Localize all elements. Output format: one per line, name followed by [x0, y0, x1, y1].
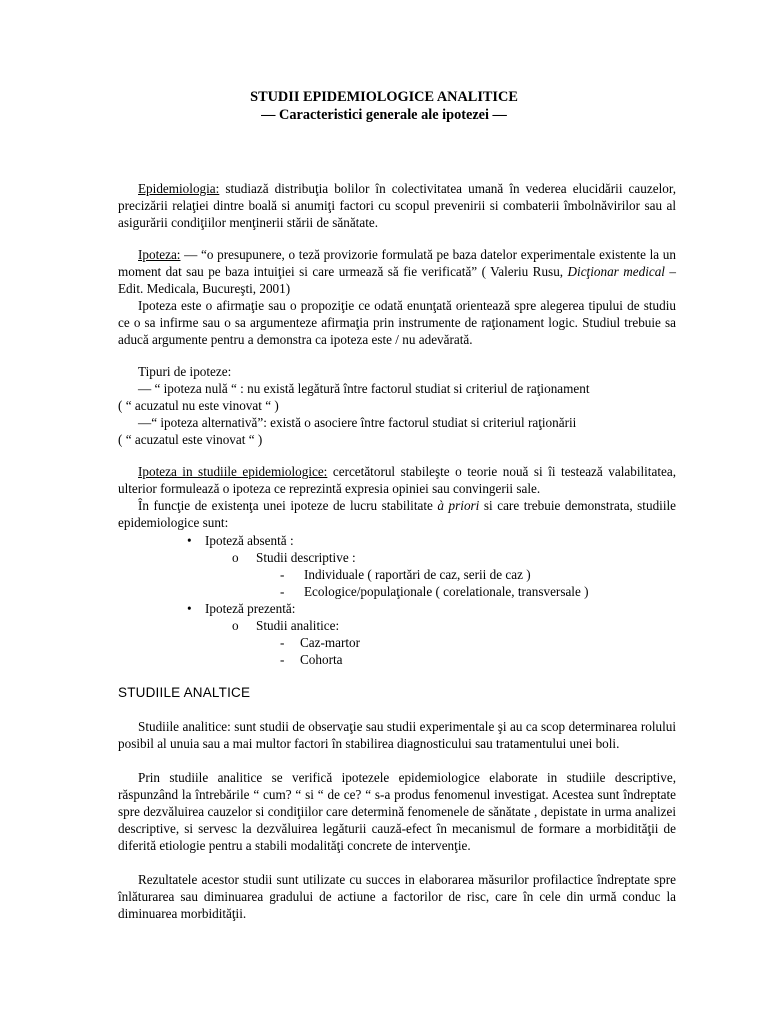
- citation-tail: – Edit. Medicala, Bucureşti, 2001): [118, 264, 677, 296]
- paragraph-afirmatie: [118, 297, 676, 348]
- epidemiologia-definition: studiază distribuţia bolilor în colectivitatea umană în vederea elucidării cauzelor, precizării relaţiei dintre boală si anumiţi factori cu scopul prevenirii si combaterii îmbolnăvirilor sau al asigurării condiţiilor menţinerii stării de sănătate.: [118, 181, 676, 230]
- paragraph-functie: [118, 497, 676, 531]
- item-caz-martor-text: Caz-martor: [300, 635, 361, 650]
- functie-text-a: În funcţie de existenţa unei ipoteze de lucru stabilitate: [138, 498, 438, 513]
- afirmatie-text: Ipoteza este o afirmaţie sau o propoziţie ce odată enunţată orientează spre alegerea tipului de studiu ce o sa infirme sau o sa argumenteze afirmaţia prin instrumente de raţionament logic. Studiul trebuie sa aducă argumente pentru a demonstra ca ipoteza este / nu adevărată.: [118, 298, 676, 347]
- dash-glyph: -: [280, 584, 285, 599]
- sub-glyph: o: [232, 618, 239, 633]
- paragraph-prin: [118, 769, 676, 854]
- paragraph-epidemiologia: [118, 180, 676, 231]
- alternative-hypothesis-example: ( “ acuzatul este vinovat “ ): [118, 432, 263, 447]
- types-label: Tipuri de ipoteze:: [138, 364, 232, 379]
- term-epidemiologia: Epidemiologia:: [138, 181, 220, 196]
- sub-studii-descriptive-text: Studii descriptive :: [256, 550, 356, 565]
- item-cohorta-text: Cohorta: [300, 652, 343, 667]
- alternative-hypothesis: —“ ipoteza alternativă”: există o asociere între factorul studiat si criteriul raţionării: [138, 415, 577, 430]
- sub-glyph: o: [232, 550, 239, 565]
- a-priori-term: à priori: [437, 498, 480, 513]
- paragraph-rezultate: [118, 871, 676, 922]
- hypothesis-types: [118, 363, 676, 448]
- item-cohorta: [280, 651, 343, 668]
- document-subtitle: — Caracteristici generale ale ipotezei —: [261, 107, 507, 123]
- ipoteza-definition: — “o presupunere, o teză provizorie formulată pe baza datelor experimentale existente la un moment dat sau pe baza intuiţiei si care urmează să fie verificată” ( Valeriu Rusu,: [118, 247, 676, 279]
- sub-studii-descriptive: [232, 549, 356, 566]
- rezultate-text: Rezultatele acestor studii sunt utilizate cu succes in elaborarea măsurilor profilactice îndreptate spre înlăturarea sau diminuarea gradului de actiune a factorilor de risc, care în cele din urmă conduc la diminuarea morbidităţii.: [118, 872, 676, 921]
- dash-glyph: -: [280, 567, 285, 582]
- prin-text: Prin studiile analitice se verifică ipotezele epidemiologice elaborate in studiile descriptive, răspunzând la întrebările “ cum? “ si “ de ce? “ s-a produs fenomenul investigat. Acestea sunt îndreptate spre dezvăluirea cauzelor si condiţiilor care determină fenomenele de sănătate , depistate in urma analizei descriptive, si servesc la dezvăluirea legăturii cauză-efect în mecanismul de formare a morbidităţii de diferită etiologie pentru a stabili modalităţi concrete de intervenţie.: [118, 770, 676, 853]
- bullet-ipoteza-prezenta: [187, 600, 295, 617]
- item-ecologice-text: Ecologice/populaţionale ( corelationale, transversale ): [304, 584, 589, 599]
- item-ecologice: [280, 583, 589, 600]
- bullet-ipoteza-absenta: [187, 532, 294, 549]
- item-individuale-text: Individuale ( raportări de caz, serii de caz ): [304, 567, 531, 582]
- null-hypothesis: — “ ipoteza nulă “ : nu există legătură între factorul studiat si criteriul de raţionament: [138, 381, 590, 396]
- bullet-ipoteza-absenta-text: Ipoteză absentă :: [205, 533, 294, 548]
- document-title: STUDII EPIDEMIOLOGICE ANALITICE: [250, 89, 518, 105]
- analitice-text: Studiile analitice: sunt studii de observaţie sau studii experimentale şi au ca scop determinarea rolului posibil al unuia sau a mai multor factori în stabilirea diagnosticului sau tratamentului unei boli.: [118, 719, 676, 751]
- term-ipoteza: Ipoteza:: [138, 247, 181, 262]
- functie-text-b: si care trebuie demonstrata, studiile epidemiologice sunt:: [118, 498, 677, 530]
- sub-studii-analitice: [232, 617, 339, 634]
- section-heading: STUDIILE ANALTICE: [118, 685, 251, 700]
- bullet-glyph: •: [187, 601, 192, 616]
- bullet-glyph: •: [187, 533, 192, 548]
- sub-studii-analitice-text: Studii analitice:: [256, 618, 340, 633]
- item-caz-martor: [280, 634, 360, 651]
- bullet-ipoteza-prezenta-text: Ipoteză prezentă:: [205, 601, 296, 616]
- dash-glyph: -: [280, 652, 285, 667]
- null-hypothesis-example: ( “ acuzatul nu este vinovat “ ): [118, 398, 279, 413]
- term-ipoteza-studii: Ipoteza in studiile epidemiologice:: [138, 464, 328, 479]
- dash-glyph: -: [280, 635, 285, 650]
- item-individuale: [280, 566, 531, 583]
- ipoteza-studii-text: cercetătorul stabileşte o teorie nouă si îi testează valabilitatea, ulterior formulează o ipoteza ce reprezintă expresia opiniei sau convingerii sale.: [118, 464, 676, 496]
- paragraph-ipoteza-studii: [118, 463, 676, 497]
- paragraph-ipoteza: [118, 246, 676, 297]
- paragraph-analitice: [118, 718, 676, 752]
- dictionary-title: Dicţionar medical: [567, 264, 665, 279]
